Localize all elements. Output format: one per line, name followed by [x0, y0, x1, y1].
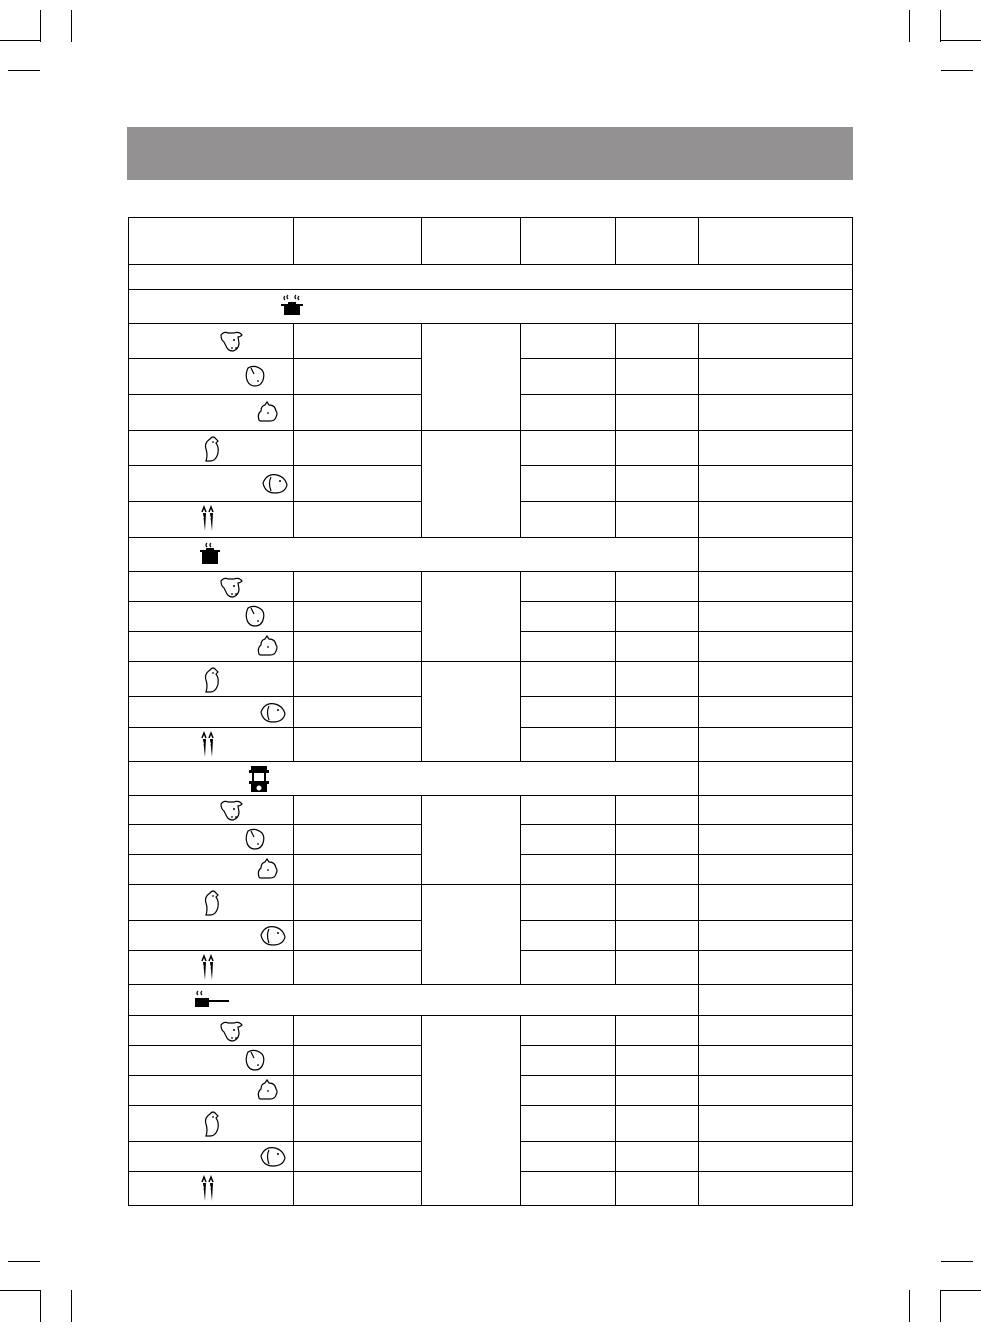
pig-head-icon	[244, 827, 266, 851]
steamer-icon	[247, 764, 271, 794]
table-frame	[129, 218, 853, 1206]
pot-with-steam-icon	[279, 294, 305, 318]
sheep-head-icon	[255, 400, 279, 424]
sheep-head-icon	[255, 634, 279, 658]
chicken-icon	[202, 435, 224, 463]
pot-boiling-icon	[198, 541, 222, 567]
frying-pan-icon	[193, 989, 231, 1011]
chicken-icon	[202, 1110, 224, 1138]
cow-head-icon	[218, 575, 244, 599]
fish-icon	[258, 1144, 286, 1170]
sheep-head-icon	[255, 1078, 279, 1102]
cow-head-icon	[218, 1019, 244, 1043]
pig-head-icon	[244, 364, 266, 388]
fish-icon	[258, 923, 286, 949]
cow-head-icon	[218, 329, 244, 353]
carrots-icon	[198, 954, 220, 982]
carrots-icon	[198, 505, 220, 533]
chicken-icon	[202, 666, 224, 694]
cow-head-icon	[218, 798, 244, 822]
chicken-icon	[202, 889, 224, 917]
pig-head-icon	[244, 1048, 266, 1072]
carrots-icon	[198, 1175, 220, 1203]
pig-head-icon	[244, 604, 266, 628]
carrots-icon	[198, 731, 220, 759]
fish-icon	[260, 471, 288, 497]
sheep-head-icon	[255, 857, 279, 881]
fish-icon	[258, 700, 286, 726]
